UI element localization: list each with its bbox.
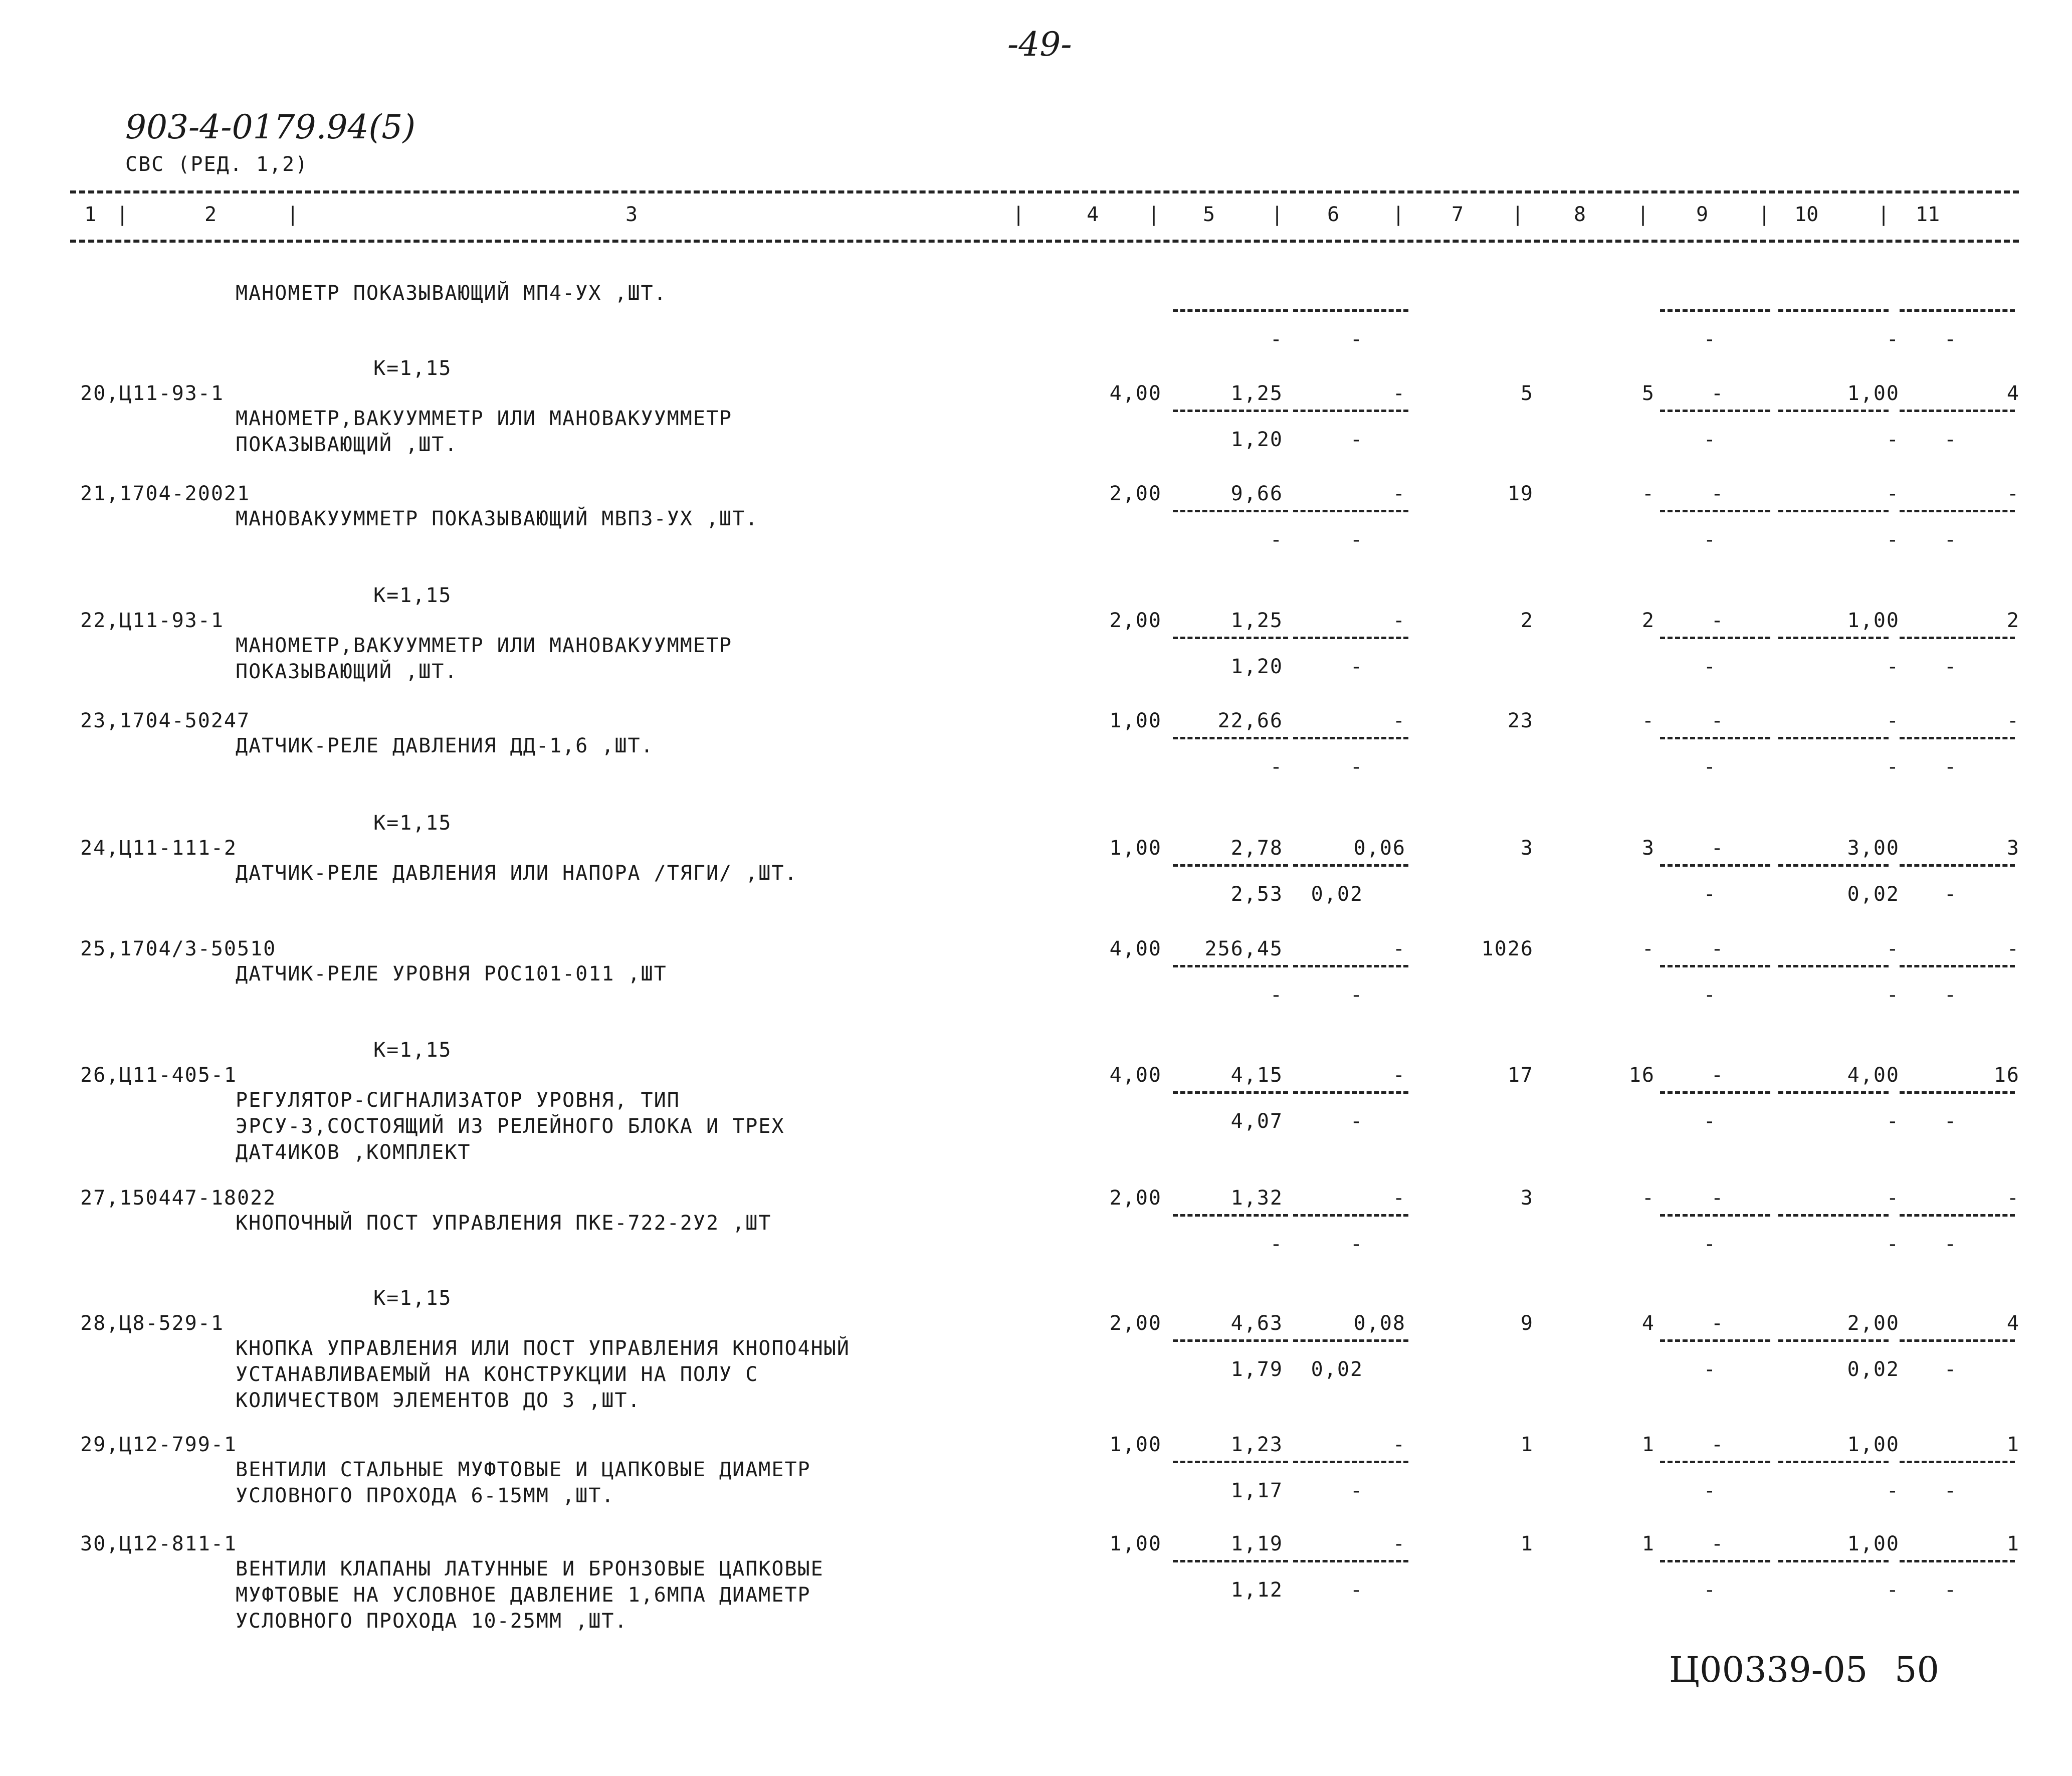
fraction-line <box>1778 1091 1889 1094</box>
column-separator: | <box>1012 203 1025 226</box>
cell-c10: - <box>1886 1187 1900 1210</box>
cell-c10b: - <box>1886 1578 1900 1602</box>
column-separator: | <box>116 203 129 226</box>
fraction-line <box>1778 1339 1889 1342</box>
fraction-line <box>1293 1560 1408 1562</box>
fraction-line <box>1900 1214 2015 1217</box>
column-header-9: 9 <box>1696 203 1709 226</box>
cell-c10b: - <box>1886 655 1900 678</box>
fraction-line <box>1660 965 1770 967</box>
cell-c9: - <box>1711 1312 1724 1335</box>
cell-c6b: - <box>1350 983 1363 1007</box>
cell-c9b: - <box>1703 983 1717 1007</box>
cell-c6: 0,06 <box>1353 837 1406 860</box>
item-description-line: ДАТЧИК-РЕЛЕ ДАВЛЕНИЯ ИЛИ НАПОРА /ТЯГИ/ ,ШТ. <box>236 862 798 885</box>
fraction-line <box>1173 1214 1288 1217</box>
cell-c9b: - <box>1703 1358 1717 1381</box>
cell-c6b: - <box>1350 755 1363 778</box>
fraction-line <box>1293 637 1408 639</box>
fraction-line <box>1293 965 1408 967</box>
column-header-10: 10 <box>1794 203 1819 226</box>
cell-c9: - <box>1711 609 1724 632</box>
fraction-line <box>1778 864 1889 867</box>
fraction-line <box>1173 965 1288 967</box>
cell-c11: 2 <box>2006 609 2020 632</box>
item-description-line: УСЛОВНОГО ПРОХОДА 6-15ММ ,ШТ. <box>236 1484 615 1507</box>
fraction-line <box>1900 637 2015 639</box>
cell-c5b: 2,53 <box>1230 883 1283 906</box>
k-coefficient: К=1,15 <box>373 584 452 607</box>
page-number: -49- <box>1007 25 1072 64</box>
cell-c11: 4 <box>2006 382 2020 405</box>
cell-c10: 2,00 <box>1847 1312 1900 1335</box>
k-coefficient: К=1,15 <box>373 357 452 380</box>
cell-c6b: 0,02 <box>1311 1358 1363 1381</box>
item-description-line: УСТАНАВЛИВАЕМЫЙ НА КОНСТРУКЦИИ НА ПОЛУ С <box>236 1363 759 1386</box>
fraction-line <box>1173 309 1288 312</box>
column-header-11: 11 <box>1916 203 1940 226</box>
cell-c11b: - <box>1944 1358 1957 1381</box>
cell-c5b: - <box>1270 528 1283 551</box>
cell-c4: 2,00 <box>1109 482 1162 505</box>
footer-code: Ц00339-05 <box>1669 1649 1868 1690</box>
item-code: 21,1704-20021 <box>80 482 251 505</box>
cell-c10b: - <box>1886 1479 1900 1502</box>
cell-c10b: - <box>1886 528 1900 551</box>
header-top-rule <box>70 190 2019 193</box>
fraction-line <box>1778 510 1889 512</box>
cell-c7: 9 <box>1520 1312 1534 1335</box>
item-description-line: УСЛОВНОГО ПРОХОДА 10-25ММ ,ШТ. <box>236 1610 628 1633</box>
cell-c7: 19 <box>1507 482 1534 505</box>
item-description-line: КНОПКА УПРАВЛЕНИЯ ИЛИ ПОСТ УПРАВЛЕНИЯ КНОПО4НЫЙ <box>236 1337 850 1360</box>
column-separator: | <box>1271 203 1284 226</box>
cell-c5b: 1,79 <box>1230 1358 1283 1381</box>
cell-c6: - <box>1392 482 1406 505</box>
cell-c4: 4,00 <box>1109 382 1162 405</box>
cell-c10: - <box>1886 709 1900 732</box>
cell-c7: 17 <box>1507 1064 1534 1087</box>
cell-c6b: - <box>1350 1110 1363 1133</box>
item-description-line: ПОКАЗЫВАЮЩИЙ ,ШТ. <box>236 433 458 456</box>
cell-c6: - <box>1392 382 1406 405</box>
fraction-line <box>1900 737 2015 739</box>
cell-c11b: - <box>1944 755 1957 778</box>
item-description-line: КНОПОЧНЫЙ ПОСТ УПРАВЛЕНИЯ ПКЕ-722-2У2 ,ШТ <box>236 1212 772 1235</box>
fraction-line <box>1660 864 1770 867</box>
cell-c9: - <box>1711 382 1724 405</box>
cell-c5: 1,25 <box>1230 609 1283 632</box>
cell-c5b: 1,20 <box>1230 655 1283 678</box>
item-description-line: ДАТ4ИКОВ ,КОМПЛЕКТ <box>236 1141 471 1164</box>
fraction-line <box>1900 1091 2015 1094</box>
column-separator: | <box>1148 203 1160 226</box>
header-bottom-rule <box>70 240 2019 243</box>
item-code: 20,Ц11-93-1 <box>80 382 224 405</box>
item-description-line: МУФТОВЫЕ НА УСЛОВНОЕ ДАВЛЕНИЕ 1,6МПА ДИАМЕТР <box>236 1584 811 1607</box>
cell-c10b: - <box>1886 755 1900 778</box>
fraction-line <box>1173 410 1288 412</box>
cell-c9b: - <box>1703 1578 1717 1602</box>
cell-c10: 4,00 <box>1847 1064 1900 1087</box>
cell-c11b: - <box>1944 1110 1957 1133</box>
cell-c4: 4,00 <box>1109 1064 1162 1087</box>
k-coefficient: К=1,15 <box>373 1039 452 1062</box>
cell-c4: 1,00 <box>1109 1532 1162 1555</box>
cell-c4: 4,00 <box>1109 937 1162 960</box>
fraction-line <box>1293 737 1408 739</box>
fraction-line <box>1660 1214 1770 1217</box>
fraction-line <box>1900 1560 2015 1562</box>
cell-c5b: - <box>1270 755 1283 778</box>
fraction-line <box>1173 1461 1288 1463</box>
item-code: 22,Ц11-93-1 <box>80 609 224 632</box>
column-header-1: 1 <box>84 203 97 226</box>
cell-c6b: - <box>1350 328 1363 351</box>
cell-c11b: - <box>1944 428 1957 451</box>
cell-c10b: - <box>1886 328 1900 351</box>
fraction-line <box>1778 309 1889 312</box>
column-header-4: 4 <box>1087 203 1099 226</box>
cell-c11: - <box>2006 482 2020 505</box>
item-code: 25,1704/3-50510 <box>80 937 277 960</box>
cell-c9: - <box>1711 937 1724 960</box>
fraction-line <box>1293 1214 1408 1217</box>
cell-c9b: - <box>1703 1110 1717 1133</box>
fraction-line <box>1293 410 1408 412</box>
cell-c4: 2,00 <box>1109 1187 1162 1210</box>
cell-c7: 2 <box>1520 609 1534 632</box>
cell-c10b: - <box>1886 983 1900 1007</box>
cell-c11b: - <box>1944 528 1957 551</box>
cell-c4: 2,00 <box>1109 609 1162 632</box>
cell-c10: 1,00 <box>1847 1532 1900 1555</box>
cell-c8: 16 <box>1628 1064 1655 1087</box>
k-coefficient: К=1,15 <box>373 812 452 835</box>
column-header-8: 8 <box>1574 203 1586 226</box>
fraction-line <box>1900 309 2015 312</box>
cell-c6: - <box>1392 1064 1406 1087</box>
fraction-line <box>1293 510 1408 512</box>
cell-c9b: - <box>1703 1479 1717 1502</box>
cell-c5b: - <box>1270 1233 1283 1256</box>
item-description-line: ДАТЧИК-РЕЛЕ ДАВЛЕНИЯ ДД-1,6 ,ШТ. <box>236 734 654 757</box>
item-code: 29,Ц12-799-1 <box>80 1433 237 1456</box>
item-description-line: ВЕНТИЛИ СТАЛЬНЫЕ МУФТОВЫЕ И ЦАПКОВЫЕ ДИАМЕТР <box>236 1458 811 1481</box>
fraction-line <box>1778 410 1889 412</box>
fraction-line <box>1293 309 1408 312</box>
cell-c6b: - <box>1350 428 1363 451</box>
cell-c5: 1,32 <box>1230 1187 1283 1210</box>
cell-c8: 5 <box>1641 382 1655 405</box>
cell-c9: - <box>1711 482 1724 505</box>
fraction-line <box>1173 1339 1288 1342</box>
cell-c8: - <box>1641 937 1655 960</box>
cell-c9: - <box>1711 1187 1724 1210</box>
cell-c5: 4,15 <box>1230 1064 1283 1087</box>
fraction-line <box>1778 637 1889 639</box>
fraction-line <box>1900 510 2015 512</box>
item-description-line: МАНОМЕТР ПОКАЗЫВАЮЩИЙ МП4-УХ ,ШТ. <box>236 282 667 305</box>
column-separator: | <box>1392 203 1405 226</box>
cell-c6: - <box>1392 937 1406 960</box>
cell-c11: 4 <box>2006 1312 2020 1335</box>
cell-c11b: - <box>1944 1233 1957 1256</box>
cell-c6b: - <box>1350 1578 1363 1602</box>
cell-c7: 1026 <box>1481 937 1534 960</box>
fraction-line <box>1293 864 1408 867</box>
cell-c9b: - <box>1703 428 1717 451</box>
cell-c10b: 0,02 <box>1847 883 1900 906</box>
column-header-6: 6 <box>1327 203 1340 226</box>
fraction-line <box>1778 1560 1889 1562</box>
fraction-line <box>1660 1091 1770 1094</box>
cell-c5: 1,19 <box>1230 1532 1283 1555</box>
cell-c5: 22,66 <box>1217 709 1283 732</box>
cell-c11b: - <box>1944 655 1957 678</box>
column-separator: | <box>1637 203 1649 226</box>
column-header-5: 5 <box>1203 203 1215 226</box>
cell-c9: - <box>1711 837 1724 860</box>
fraction-line <box>1293 1091 1408 1094</box>
cell-c6: 0,08 <box>1353 1312 1406 1335</box>
cell-c8: 4 <box>1641 1312 1655 1335</box>
cell-c5: 256,45 <box>1204 937 1283 960</box>
cell-c11: 16 <box>1993 1064 2020 1087</box>
cell-c6: - <box>1392 1532 1406 1555</box>
fraction-line <box>1660 1339 1770 1342</box>
fraction-line <box>1900 1461 2015 1463</box>
column-separator: | <box>1878 203 1890 226</box>
column-header-7: 7 <box>1452 203 1464 226</box>
column-separator: | <box>287 203 299 226</box>
cell-c5: 2,78 <box>1230 837 1283 860</box>
fraction-line <box>1173 737 1288 739</box>
fraction-line <box>1173 864 1288 867</box>
fraction-line <box>1900 965 2015 967</box>
fraction-line <box>1173 1091 1288 1094</box>
cell-c11: 1 <box>2006 1532 2020 1555</box>
item-code: 23,1704-50247 <box>80 709 251 732</box>
cell-c6: - <box>1392 609 1406 632</box>
cell-c4: 1,00 <box>1109 1433 1162 1456</box>
cell-c6b: - <box>1350 655 1363 678</box>
k-coefficient: К=1,15 <box>373 1287 452 1310</box>
cell-c6: - <box>1392 709 1406 732</box>
cell-c11: 1 <box>2006 1433 2020 1456</box>
fraction-line <box>1778 737 1889 739</box>
edition-label: СВС (РЕД. 1,2) <box>125 153 309 176</box>
item-code: 30,Ц12-811-1 <box>80 1532 237 1555</box>
item-code: 26,Ц11-405-1 <box>80 1064 237 1087</box>
fraction-line <box>1660 1461 1770 1463</box>
cell-c10: - <box>1886 482 1900 505</box>
cell-c10b: 0,02 <box>1847 1358 1900 1381</box>
fraction-line <box>1660 637 1770 639</box>
fraction-line <box>1900 864 2015 867</box>
cell-c11b: - <box>1944 328 1957 351</box>
cell-c5b: 1,20 <box>1230 428 1283 451</box>
cell-c6b: 0,02 <box>1311 883 1363 906</box>
cell-c11b: - <box>1944 1578 1957 1602</box>
fraction-line <box>1173 637 1288 639</box>
cell-c9: - <box>1711 1433 1724 1456</box>
cell-c6b: - <box>1350 1479 1363 1502</box>
cell-c8: 1 <box>1641 1532 1655 1555</box>
cell-c10: 1,00 <box>1847 1433 1900 1456</box>
cell-c10b: - <box>1886 1110 1900 1133</box>
cell-c11b: - <box>1944 983 1957 1007</box>
cell-c5b: 4,07 <box>1230 1110 1283 1133</box>
cell-c4: 1,00 <box>1109 837 1162 860</box>
cell-c8: 1 <box>1641 1433 1655 1456</box>
cell-c6b: - <box>1350 1233 1363 1256</box>
fraction-line <box>1173 510 1288 512</box>
item-description-line: ЭРСУ-3,СОСТОЯЩИЙ ИЗ РЕЛЕЙНОГО БЛОКА И ТРЕХ <box>236 1115 785 1138</box>
fraction-line <box>1900 1339 2015 1342</box>
column-header-2: 2 <box>204 203 217 226</box>
fraction-line <box>1660 1560 1770 1562</box>
fraction-line <box>1778 1461 1889 1463</box>
cell-c5: 4,63 <box>1230 1312 1283 1335</box>
cell-c5b: 1,17 <box>1230 1479 1283 1502</box>
cell-c10b: - <box>1886 428 1900 451</box>
cell-c8: - <box>1641 709 1655 732</box>
cell-c5: 1,23 <box>1230 1433 1283 1456</box>
cell-c10: 3,00 <box>1847 837 1900 860</box>
item-code: 28,Ц8-529-1 <box>80 1312 224 1335</box>
cell-c11b: - <box>1944 1479 1957 1502</box>
cell-c11: - <box>2006 937 2020 960</box>
column-separator: | <box>1758 203 1771 226</box>
cell-c9b: - <box>1703 655 1717 678</box>
fraction-line <box>1660 510 1770 512</box>
cell-c6: - <box>1392 1187 1406 1210</box>
cell-c8: 3 <box>1641 837 1655 860</box>
cell-c9b: - <box>1703 883 1717 906</box>
item-description-line: ВЕНТИЛИ КЛАПАНЫ ЛАТУННЫЕ И БРОНЗОВЫЕ ЦАПКОВЫЕ <box>236 1557 824 1581</box>
document-code: 903-4-0179.94(5) <box>125 108 416 146</box>
cell-c10: 1,00 <box>1847 609 1900 632</box>
fraction-line <box>1778 965 1889 967</box>
cell-c11: - <box>2006 709 2020 732</box>
cell-c9b: - <box>1703 755 1717 778</box>
cell-c10: 1,00 <box>1847 382 1900 405</box>
item-description-line: КОЛИЧЕСТВОМ ЭЛЕМЕНТОВ ДО 3 ,ШТ. <box>236 1389 641 1412</box>
item-code: 27,150447-18022 <box>80 1187 277 1210</box>
cell-c9b: - <box>1703 1233 1717 1256</box>
item-description-line: МАНОВАКУУММЕТР ПОКАЗЫВАЮЩИЙ МВП3-УХ ,ШТ. <box>236 507 759 530</box>
cell-c6: - <box>1392 1433 1406 1456</box>
cell-c5b: - <box>1270 983 1283 1007</box>
cell-c4: 1,00 <box>1109 709 1162 732</box>
fraction-line <box>1900 410 2015 412</box>
cell-c7: 3 <box>1520 1187 1534 1210</box>
cell-c7: 3 <box>1520 837 1534 860</box>
cell-c10: - <box>1886 937 1900 960</box>
fraction-line <box>1660 309 1770 312</box>
cell-c7: 5 <box>1520 382 1534 405</box>
cell-c8: - <box>1641 1187 1655 1210</box>
cell-c5: 9,66 <box>1230 482 1283 505</box>
cell-c10b: - <box>1886 1233 1900 1256</box>
cell-c9: - <box>1711 709 1724 732</box>
column-header-3: 3 <box>626 203 638 226</box>
cell-c9: - <box>1711 1532 1724 1555</box>
footer-page: 50 <box>1895 1649 1940 1690</box>
cell-c11b: - <box>1944 883 1957 906</box>
column-separator: | <box>1512 203 1524 226</box>
fraction-line <box>1173 1560 1288 1562</box>
cell-c7: 23 <box>1507 709 1534 732</box>
item-description-line: МАНОМЕТР,ВАКУУММЕТР ИЛИ МАНОВАКУУММЕТР <box>236 634 733 657</box>
item-description-line: РЕГУЛЯТОР-СИГНАЛИЗАТОР УРОВНЯ, ТИП <box>236 1089 680 1112</box>
cell-c9: - <box>1711 1064 1724 1087</box>
cell-c4: 2,00 <box>1109 1312 1162 1335</box>
cell-c5: 1,25 <box>1230 382 1283 405</box>
cell-c9b: - <box>1703 528 1717 551</box>
fraction-line <box>1293 1339 1408 1342</box>
cell-c6b: - <box>1350 528 1363 551</box>
cell-c8: - <box>1641 482 1655 505</box>
cell-c5b: 1,12 <box>1230 1578 1283 1602</box>
cell-c8: 2 <box>1641 609 1655 632</box>
item-description-line: ДАТЧИК-РЕЛЕ УРОВНЯ РОС101-011 ,ШТ <box>236 962 667 985</box>
fraction-line <box>1293 1461 1408 1463</box>
cell-c7: 1 <box>1520 1433 1534 1456</box>
fraction-line <box>1660 410 1770 412</box>
fraction-line <box>1660 737 1770 739</box>
cell-c7: 1 <box>1520 1532 1534 1555</box>
item-code: 24,Ц11-111-2 <box>80 837 237 860</box>
cell-c11: 3 <box>2006 837 2020 860</box>
fraction-line <box>1778 1214 1889 1217</box>
cell-c11: - <box>2006 1187 2020 1210</box>
cell-c9b: - <box>1703 328 1717 351</box>
item-description-line: ПОКАЗЫВАЮЩИЙ ,ШТ. <box>236 660 458 683</box>
cell-c5b: - <box>1270 328 1283 351</box>
item-description-line: МАНОМЕТР,ВАКУУММЕТР ИЛИ МАНОВАКУУММЕТР <box>236 407 733 430</box>
